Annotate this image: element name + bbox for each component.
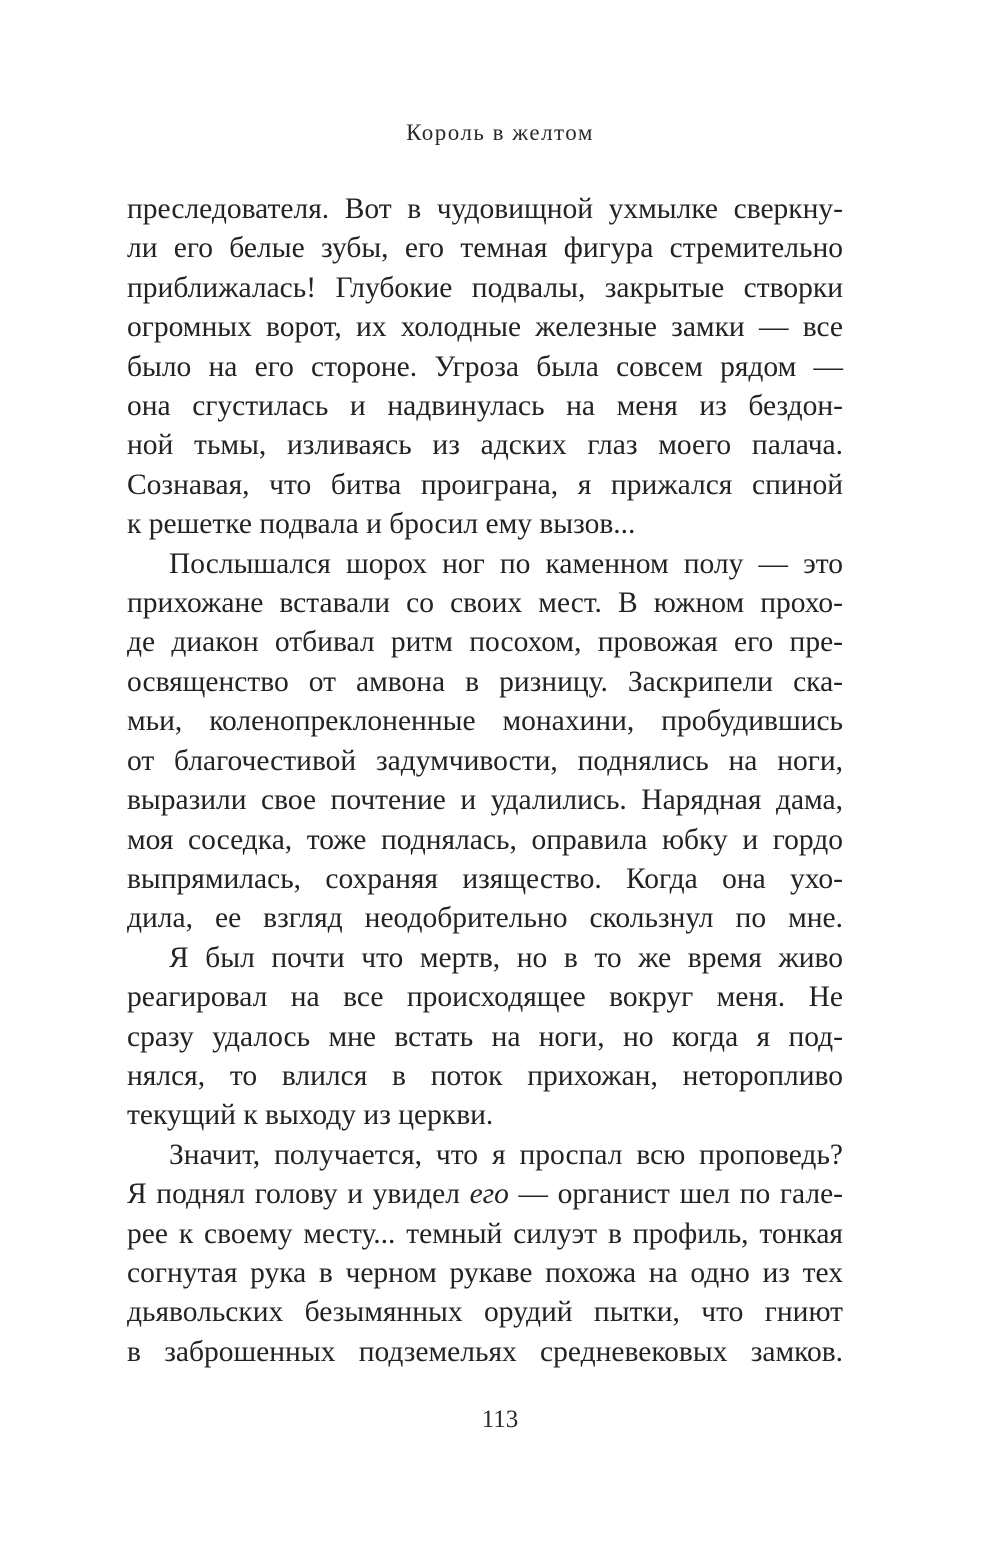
paragraph-line: рее к своему месту... темный силуэт в профиль, тонкая [127,1217,843,1250]
body-text [127,190,843,1372]
paragraph-line: реагировал на все происходящее вокруг меня. Не [127,981,843,1014]
italic-word: его [469,1178,509,1211]
paragraph-line: текущий к выходу из церкви. [127,1099,494,1132]
paragraph-line: моя соседка, тоже поднялась, оправила юбку и гордо [127,823,843,856]
paragraph-line: от благочестивой задумчивости, поднялись на ноги, [127,744,843,777]
paragraph-line: прихожане вставали со своих мест. В южном прохо- [127,587,843,620]
paragraph-line: преследователя. Вот в чудовищной ухмылке сверкну- [127,193,843,225]
paragraph-line: выпрямилась, сохраняя изящество. Когда она ухо- [127,862,843,895]
paragraph-line: огромных ворот, их холодные железные замки — все [127,311,843,344]
paragraph-line: нялся, то влился в поток прихожан, неторопливо [127,1059,843,1092]
paragraph-line: согнутая рука в черном рукаве похожа на одно из тех [127,1256,843,1289]
paragraph-line: Я был почти что мертв, но в то же время живо [169,941,843,974]
paragraph-line: де диакон отбивал ритм посохом, провожая его пре- [127,626,843,659]
running-header: Король в желтом [406,120,594,145]
paragraph-line: приближалась! Глубокие подвалы, закрытые створки [127,271,843,304]
paragraph-line: Значит, получается, что я проспал всю проповедь? [169,1138,843,1171]
paragraph-line: Сознавая, что битва проиграна, я прижался спиной [127,468,843,501]
paragraph-line: в заброшенных подземельях средневековых замков. [127,1335,843,1368]
page-number: 113 [481,1406,519,1433]
paragraph-line: ной тьмы, изливаясь из адских глаз моего палача. [127,429,843,462]
paragraph-line: к решетке подвала и бросил ему вызов... [127,508,636,541]
paragraph-line: дила, ее взгляд неодобрительно скользнул по мне. [127,902,843,935]
paragraph-line: освященство от амвона в ризницу. Заскрипели ска- [127,665,843,698]
paragraph-line: она сгустилась и надвинулась на меня из бездон- [127,390,843,423]
paragraph-line: сразу удалось мне встать на ноги, но когда я под- [127,1020,843,1053]
paragraph-line: дьявольских безымянных орудий пытки, что гниют [127,1296,843,1329]
paragraph-line: ли его белые зубы, его темная фигура стремительно [127,232,843,265]
paragraph-line [127,1175,843,1214]
paragraph-line: мьи, коленопреклоненные монахини, пробудившись [127,705,843,738]
text-run: Я поднял голову и увидел [127,1178,470,1211]
paragraph-line: выразили свое почтение и удалились. Нарядная дама, [127,784,843,817]
text-run: — органист шел по гале- [508,1178,843,1211]
paragraph-line: было на его стороне. Угроза была совсем рядом — [127,350,843,383]
paragraph-line: Послышался шорох ног по каменном полу — это [169,547,843,580]
